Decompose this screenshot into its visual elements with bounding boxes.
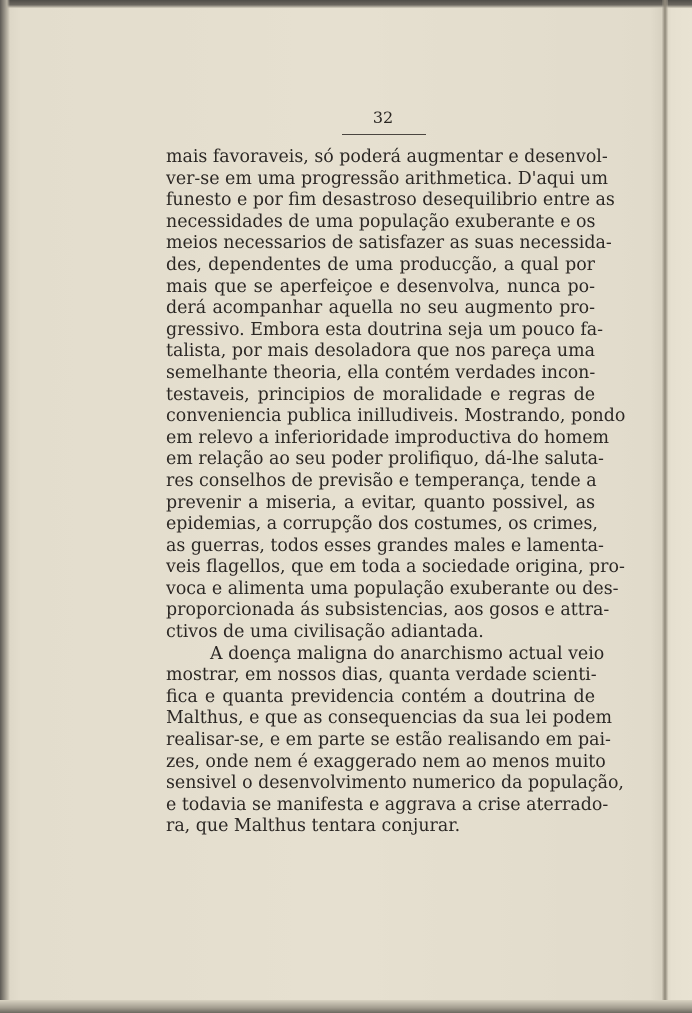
- text-line: voca e alimenta uma população exuberante ou des-: [166, 578, 619, 599]
- text-line: em relação ao seu poder prolifiquo, dá-lhe saluta-: [166, 449, 604, 470]
- text-line: gressivo. Embora esta doutrina seja um pouco fa-: [166, 319, 603, 340]
- page-number: 32: [372, 108, 394, 127]
- page-edge-bottom: [0, 1000, 692, 1013]
- text-line: prevenir a miseria, a evitar, quanto possivel, as: [166, 492, 595, 513]
- page-edge-left: [0, 0, 10, 1013]
- text-line: epidemias, a corrupção dos costumes, os crimes,: [166, 514, 598, 535]
- text-line: e todavia se manifesta e aggrava a crise aterrado-: [166, 794, 609, 815]
- page-number-rule: [342, 134, 426, 135]
- text-line: mostrar, em nossos dias, quanta verdade scienti-: [166, 665, 597, 686]
- text-line: res conselhos de previsão e temperança, tende a: [166, 470, 597, 491]
- body-text: [166, 147, 626, 838]
- text-line: conveniencia publica inilludiveis. Mostrando, pondo: [166, 406, 626, 427]
- text-line: meios necessarios de satisfazer as suas necessida-: [166, 233, 612, 254]
- book-gutter: [662, 0, 668, 1013]
- text-line: realisar-se, e em parte se estão realisando em pai-: [166, 730, 611, 751]
- text-line: necessidades de uma população exuberante e os: [166, 211, 596, 232]
- text-line: proporcionada ás subsistencias, aos gosos e attra-: [166, 600, 610, 621]
- text-line: ra, que Malthus tentara conjurar.: [166, 816, 461, 837]
- page-edge-top: [0, 0, 692, 8]
- text-line: sensivel o desenvolvimento numerico da população,: [166, 773, 624, 794]
- text-line: semelhante theoria, ella contém verdades incon-: [166, 362, 596, 383]
- text-line: ver-se em uma progressão arithmetica. D'aqui um: [166, 168, 608, 189]
- text-line: mais que se aperfeiçoe e desenvolva, nunca po-: [166, 276, 595, 297]
- text-line: mais favoraveis, só poderá augmentar e desenvol-: [166, 147, 608, 167]
- text-line: funesto e por fim desastroso desequilibrio entre as: [166, 190, 615, 211]
- text-line: A doença maligna do anarchismo actual veio: [210, 643, 605, 664]
- text-line: testaveis, principios de moralidade e regras de: [166, 384, 595, 405]
- text-line: em relevo a inferioridade improductiva do homem: [166, 427, 610, 448]
- text-line: talista, por mais desoladora que nos pareça uma: [166, 341, 595, 362]
- text-line: des, dependentes de uma producção, a qual por: [166, 254, 595, 275]
- text-line: fica e quanta previdencia contém a doutrina de: [166, 686, 595, 707]
- text-line: ctivos de uma civilisação adiantada.: [166, 622, 484, 643]
- text-line: as guerras, todos esses grandes males e lamenta-: [166, 535, 604, 556]
- text-line: veis flagellos, que em toda a sociedade origina, pro-: [166, 557, 625, 578]
- text-line: Malthus, e que as consequencias da sua lei podem: [166, 708, 612, 729]
- text-line: derá acompanhar aquella no seu augmento pro-: [166, 298, 595, 319]
- text-line: zes, onde nem é exaggerado nem ao menos muito: [166, 751, 606, 772]
